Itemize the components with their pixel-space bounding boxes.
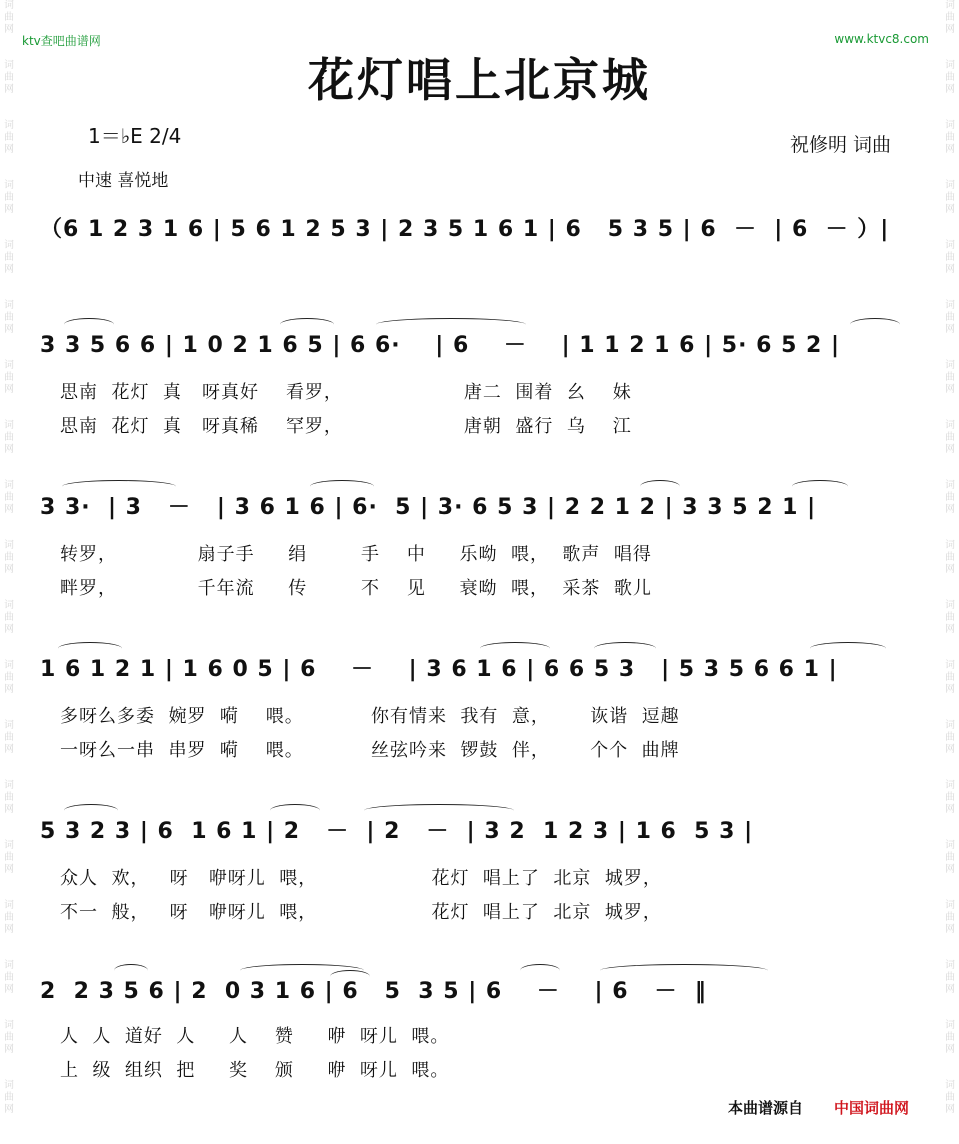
watermark-text: 词 曲 网 <box>4 480 14 515</box>
lyric-verse-1: 多呀么多委 婉罗 嗬 喂。 你有情来 我有 意， 诙谐 逗趣 <box>60 706 680 727</box>
lyric-verse-1: 人 人 道好 人 人 赞 咿 呀儿 喂。 <box>60 1026 450 1047</box>
watermark-text: 词 曲 网 <box>945 780 955 815</box>
song-title: 花灯唱上北京城 <box>308 53 651 107</box>
watermark-text: 词 曲 网 <box>4 300 14 335</box>
watermark-text: 词 曲 网 <box>945 300 955 335</box>
watermark-text: 词 曲 网 <box>945 0 955 35</box>
watermark-text: 词 曲 网 <box>945 660 955 695</box>
lyric-verse-2: 畔罗， 千年流 传 不 见 衰呦 喂， 采茶 歌儿 <box>60 578 652 599</box>
watermark-text: 词 曲 网 <box>945 720 955 755</box>
tempo-marking: 中速 喜悦地 <box>78 171 169 191</box>
lyric-verse-1: 众人 欢， 呀 咿呀儿 喂， 花灯 唱上了 北京 城罗， <box>60 868 662 889</box>
watermark-text: 词 曲 网 <box>945 180 955 215</box>
watermark-text: 词 曲 网 <box>4 900 14 935</box>
source-site-right: www.ktvc8.com <box>834 32 929 46</box>
notation-line: 1 6 1 2 1 | 1 6 0 5 | 6 － | 3 6 1 6 | 6 6 5 3 | 5 3 5 6 6 1 | <box>40 657 838 682</box>
watermark-text: 词 曲 网 <box>4 0 14 35</box>
watermark-text: 词 曲 网 <box>4 660 14 695</box>
key-signature: 1＝♭E 2/4 <box>88 124 182 148</box>
watermark-text: 词 曲 网 <box>4 1080 14 1115</box>
watermark-text: 词 曲 网 <box>945 60 955 95</box>
lyric-verse-2: 一呀么一串 串罗 嗬 喂。 丝弦吟来 锣鼓 伴， 个个 曲牌 <box>60 740 680 761</box>
notation-line: 2 2 3 5 6 | 2 0 3 1 6 | 6 5 3 5 | 6 － | 6 － ‖ <box>40 979 707 1004</box>
lyric-verse-2: 不一 般， 呀 咿呀儿 喂， 花灯 唱上了 北京 城罗， <box>60 902 662 923</box>
source-label: 本曲谱源自 <box>728 1099 804 1117</box>
watermark-text: 词 曲 网 <box>945 360 955 395</box>
watermark-text: 词 曲 网 <box>4 600 14 635</box>
watermark-text: 词 曲 网 <box>945 840 955 875</box>
watermark-text: 词 曲 网 <box>945 120 955 155</box>
notation-line: 3 3 5 6 6 | 1 0 2 1 6 5 | 6 6· | 6 － | 1 1 2 1 6 | 5· 6 5 2 | <box>40 333 841 358</box>
notation-line: 5 3 2 3 | 6 1 6 1 | 2 － | 2 － | 3 2 1 2 3 | 1 6 5 3 | <box>40 819 754 844</box>
watermark-text: 词 曲 网 <box>4 420 14 455</box>
watermark-text: 词 曲 网 <box>945 600 955 635</box>
notation-line: （6 1 2 3 1 6 | 5 6 1 2 5 3 | 2 3 5 1 6 1 | 6 5 3 5 | 6 － | 6 － ）| <box>40 217 890 242</box>
lyric-verse-1: 转罗， 扇子手 绢 手 中 乐呦 喂， 歌声 唱得 <box>60 544 652 565</box>
source-site-left: ktv查吧曲谱网 <box>22 34 101 48</box>
right-watermark-strip <box>941 0 959 1144</box>
source-site-link[interactable]: 中国词曲网 <box>834 1099 910 1117</box>
lyric-verse-1: 思南 花灯 真 呀真好 看罗， 唐二 围着 幺 妹 <box>60 382 632 403</box>
watermark-text: 词 曲 网 <box>4 720 14 755</box>
watermark-text: 词 曲 网 <box>4 120 14 155</box>
notation-line: 3 3· | 3 － | 3 6 1 6 | 6· 5 | 3· 6 5 3 | 2 2 1 2 | 3 3 5 2 1 | <box>40 495 817 520</box>
watermark-text: 词 曲 网 <box>945 240 955 275</box>
watermark-text: 词 曲 网 <box>4 180 14 215</box>
watermark-text: 词 曲 网 <box>4 840 14 875</box>
watermark-text: 词 曲 网 <box>4 60 14 95</box>
watermark-text: 词 曲 网 <box>945 960 955 995</box>
left-watermark-strip <box>0 0 18 1144</box>
lyric-verse-2: 思南 花灯 真 呀真稀 罕罗， 唐朝 盛行 乌 江 <box>60 416 632 437</box>
watermark-text: 词 曲 网 <box>945 1020 955 1055</box>
watermark-text: 词 曲 网 <box>4 540 14 575</box>
watermark-text: 词 曲 网 <box>4 780 14 815</box>
lyric-verse-2: 上 级 组织 把 奖 颁 咿 呀儿 喂。 <box>60 1060 450 1081</box>
watermark-text: 词 曲 网 <box>945 480 955 515</box>
watermark-text: 词 曲 网 <box>4 360 14 395</box>
watermark-text: 词 曲 网 <box>4 240 14 275</box>
watermark-text: 词 曲 网 <box>4 960 14 995</box>
author-credit: 祝修明 词曲 <box>789 134 891 156</box>
watermark-text: 词 曲 网 <box>945 540 955 575</box>
watermark-text: 词 曲 网 <box>945 420 955 455</box>
watermark-text: 词 曲 网 <box>945 900 955 935</box>
watermark-text: 词 曲 网 <box>945 1080 955 1115</box>
watermark-text: 词 曲 网 <box>4 1020 14 1055</box>
